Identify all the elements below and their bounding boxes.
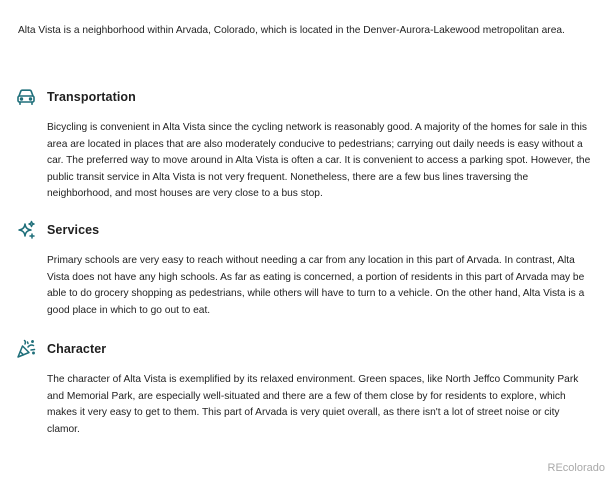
section-title-character: Character xyxy=(47,342,107,356)
sparkles-icon xyxy=(16,220,36,240)
source-watermark: REcolorado xyxy=(547,462,605,474)
section-header-transportation xyxy=(16,87,136,107)
car-icon xyxy=(16,87,36,107)
section-body-transportation: Bicycling is convenient in Alta Vista since the cycling network is reasonably good. A majority of the homes for sale in this area are located in places that are also moderately conducive to pedestrians; carrying out daily needs is easy without a car. The preferred way to move around in Alta Vista is often a car. It is convenient to access a parking spot. However, the public transit service in Alta Vista is not very frequent. Nonetheless, there are a few bus lines traversing the neighborhood, and most houses are very close to a bus stop. xyxy=(47,122,591,199)
party-popper-icon xyxy=(16,339,36,359)
section-title-transportation: Transportation xyxy=(47,90,136,104)
section-header-services xyxy=(16,220,99,240)
section-body-services: Primary schools are very easy to reach without needing a car from any location in this part of Arvada. In contrast, Alta Vista does not have any high schools. As far as eating is concerned, a portion of residents in this part of Arvada may be able to do grocery shopping as pedestrians, while others will have to turn to a vehicle. On the other hand, Alta Vista is a good place in which to go out to eat. xyxy=(47,255,585,316)
section-body-character: The character of Alta Vista is exemplified by its relaxed environment. Green spaces, like North Jeffco Community Park and Memorial Park, are especially well-situated and there are a few of them close by for residents to explore, which makes it very easy to get to them. This part of Arvada is very quiet overall, as there isn't a lot of street noise or city clamor. xyxy=(47,374,579,435)
section-title-services: Services xyxy=(47,223,100,237)
intro-paragraph: Alta Vista is a neighborhood within Arvada, Colorado, which is located in the Denver-Aurora-Lakewood metropolitan area. xyxy=(18,25,565,36)
section-header-character xyxy=(16,339,106,359)
